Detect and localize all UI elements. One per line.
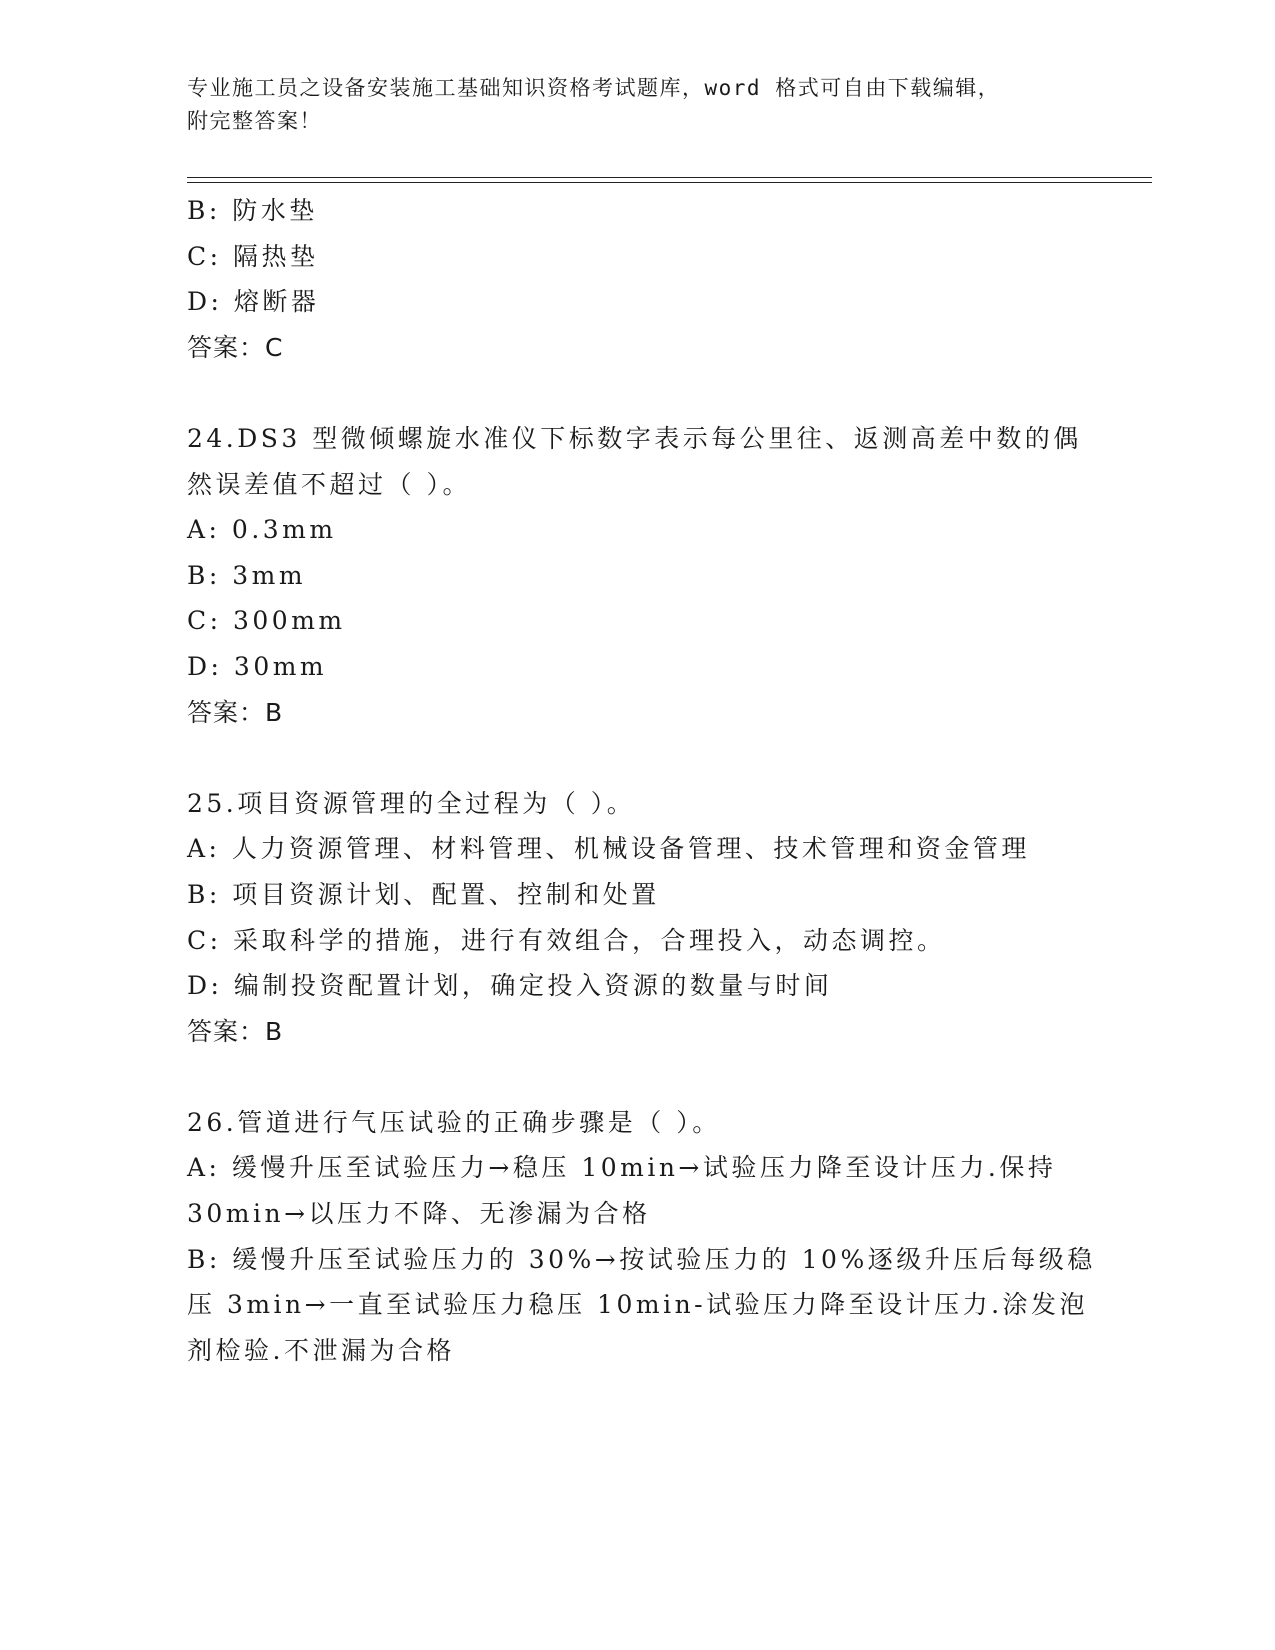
answer: 答案：B — [187, 697, 284, 727]
option-b: B: 防水垫 — [187, 196, 318, 225]
option-d: D: 30mm — [187, 651, 328, 681]
option-a: A: 缓慢升压至试验压力→稳压 10min→试验压力降至设计压力.保持 — [187, 1153, 1057, 1183]
option-c: C: 隔热垫 — [187, 241, 319, 271]
option-b: B: 缓慢升压至试验压力的 30%→按试验压力的 10%逐级升压后每级稳 — [187, 1244, 1096, 1274]
question-25 — [187, 781, 1087, 1055]
question-24 — [187, 416, 1087, 735]
option-c: C: 采取科学的措施，进行有效组合，合理投入，动态调控。 — [187, 925, 946, 955]
option-b-cont-2: 剂检验.不泄漏为合格 — [187, 1335, 455, 1365]
option-d: D: 编制投资配置计划，确定投入资源的数量与时间 — [187, 971, 833, 1001]
question-stem: 24.DS3 型微倾螺旋水准仪下标数字表示每公里往、返测高差中数的偶 — [187, 423, 1082, 453]
option-b: B: 项目资源计划、配置、控制和处置 — [187, 879, 660, 909]
header-line-2: 附完整答案！ — [187, 109, 322, 133]
option-a-cont: 30min→以压力不降、无渗漏为合格 — [187, 1199, 651, 1229]
option-a: A: 人力资源管理、材料管理、机械设备管理、技术管理和资金管理 — [187, 834, 1030, 864]
option-b: B: 3mm — [187, 560, 307, 590]
question-stem: 25.项目资源管理的全过程为（ ）。 — [187, 788, 636, 818]
option-c: C: 300mm — [187, 606, 346, 636]
question-23 — [187, 188, 1087, 370]
header-line-1: 专业施工员之设备安装施工基础知识资格考试题库，word 格式可自由下载编辑， — [187, 76, 1001, 100]
question-list — [187, 188, 1096, 1373]
option-b-cont: 压 3min→一直至试验压力稳压 10min-试验压力降至设计压力.涂发泡 — [187, 1290, 1089, 1320]
option-d: D: 熔断器 — [187, 287, 320, 317]
answer: 答案：C — [187, 332, 284, 362]
header-divider-bottom — [187, 182, 1152, 183]
question-26 — [187, 1100, 1096, 1374]
question-stem-cont: 然误差值不超过（ ）。 — [187, 469, 471, 499]
document-header — [187, 72, 1077, 138]
option-a: A: 0.3mm — [187, 515, 337, 545]
question-stem: 26.管道进行气压试验的正确步骤是（ ）。 — [187, 1107, 721, 1137]
header-divider-top — [187, 177, 1152, 178]
answer: 答案：B — [187, 1016, 284, 1046]
